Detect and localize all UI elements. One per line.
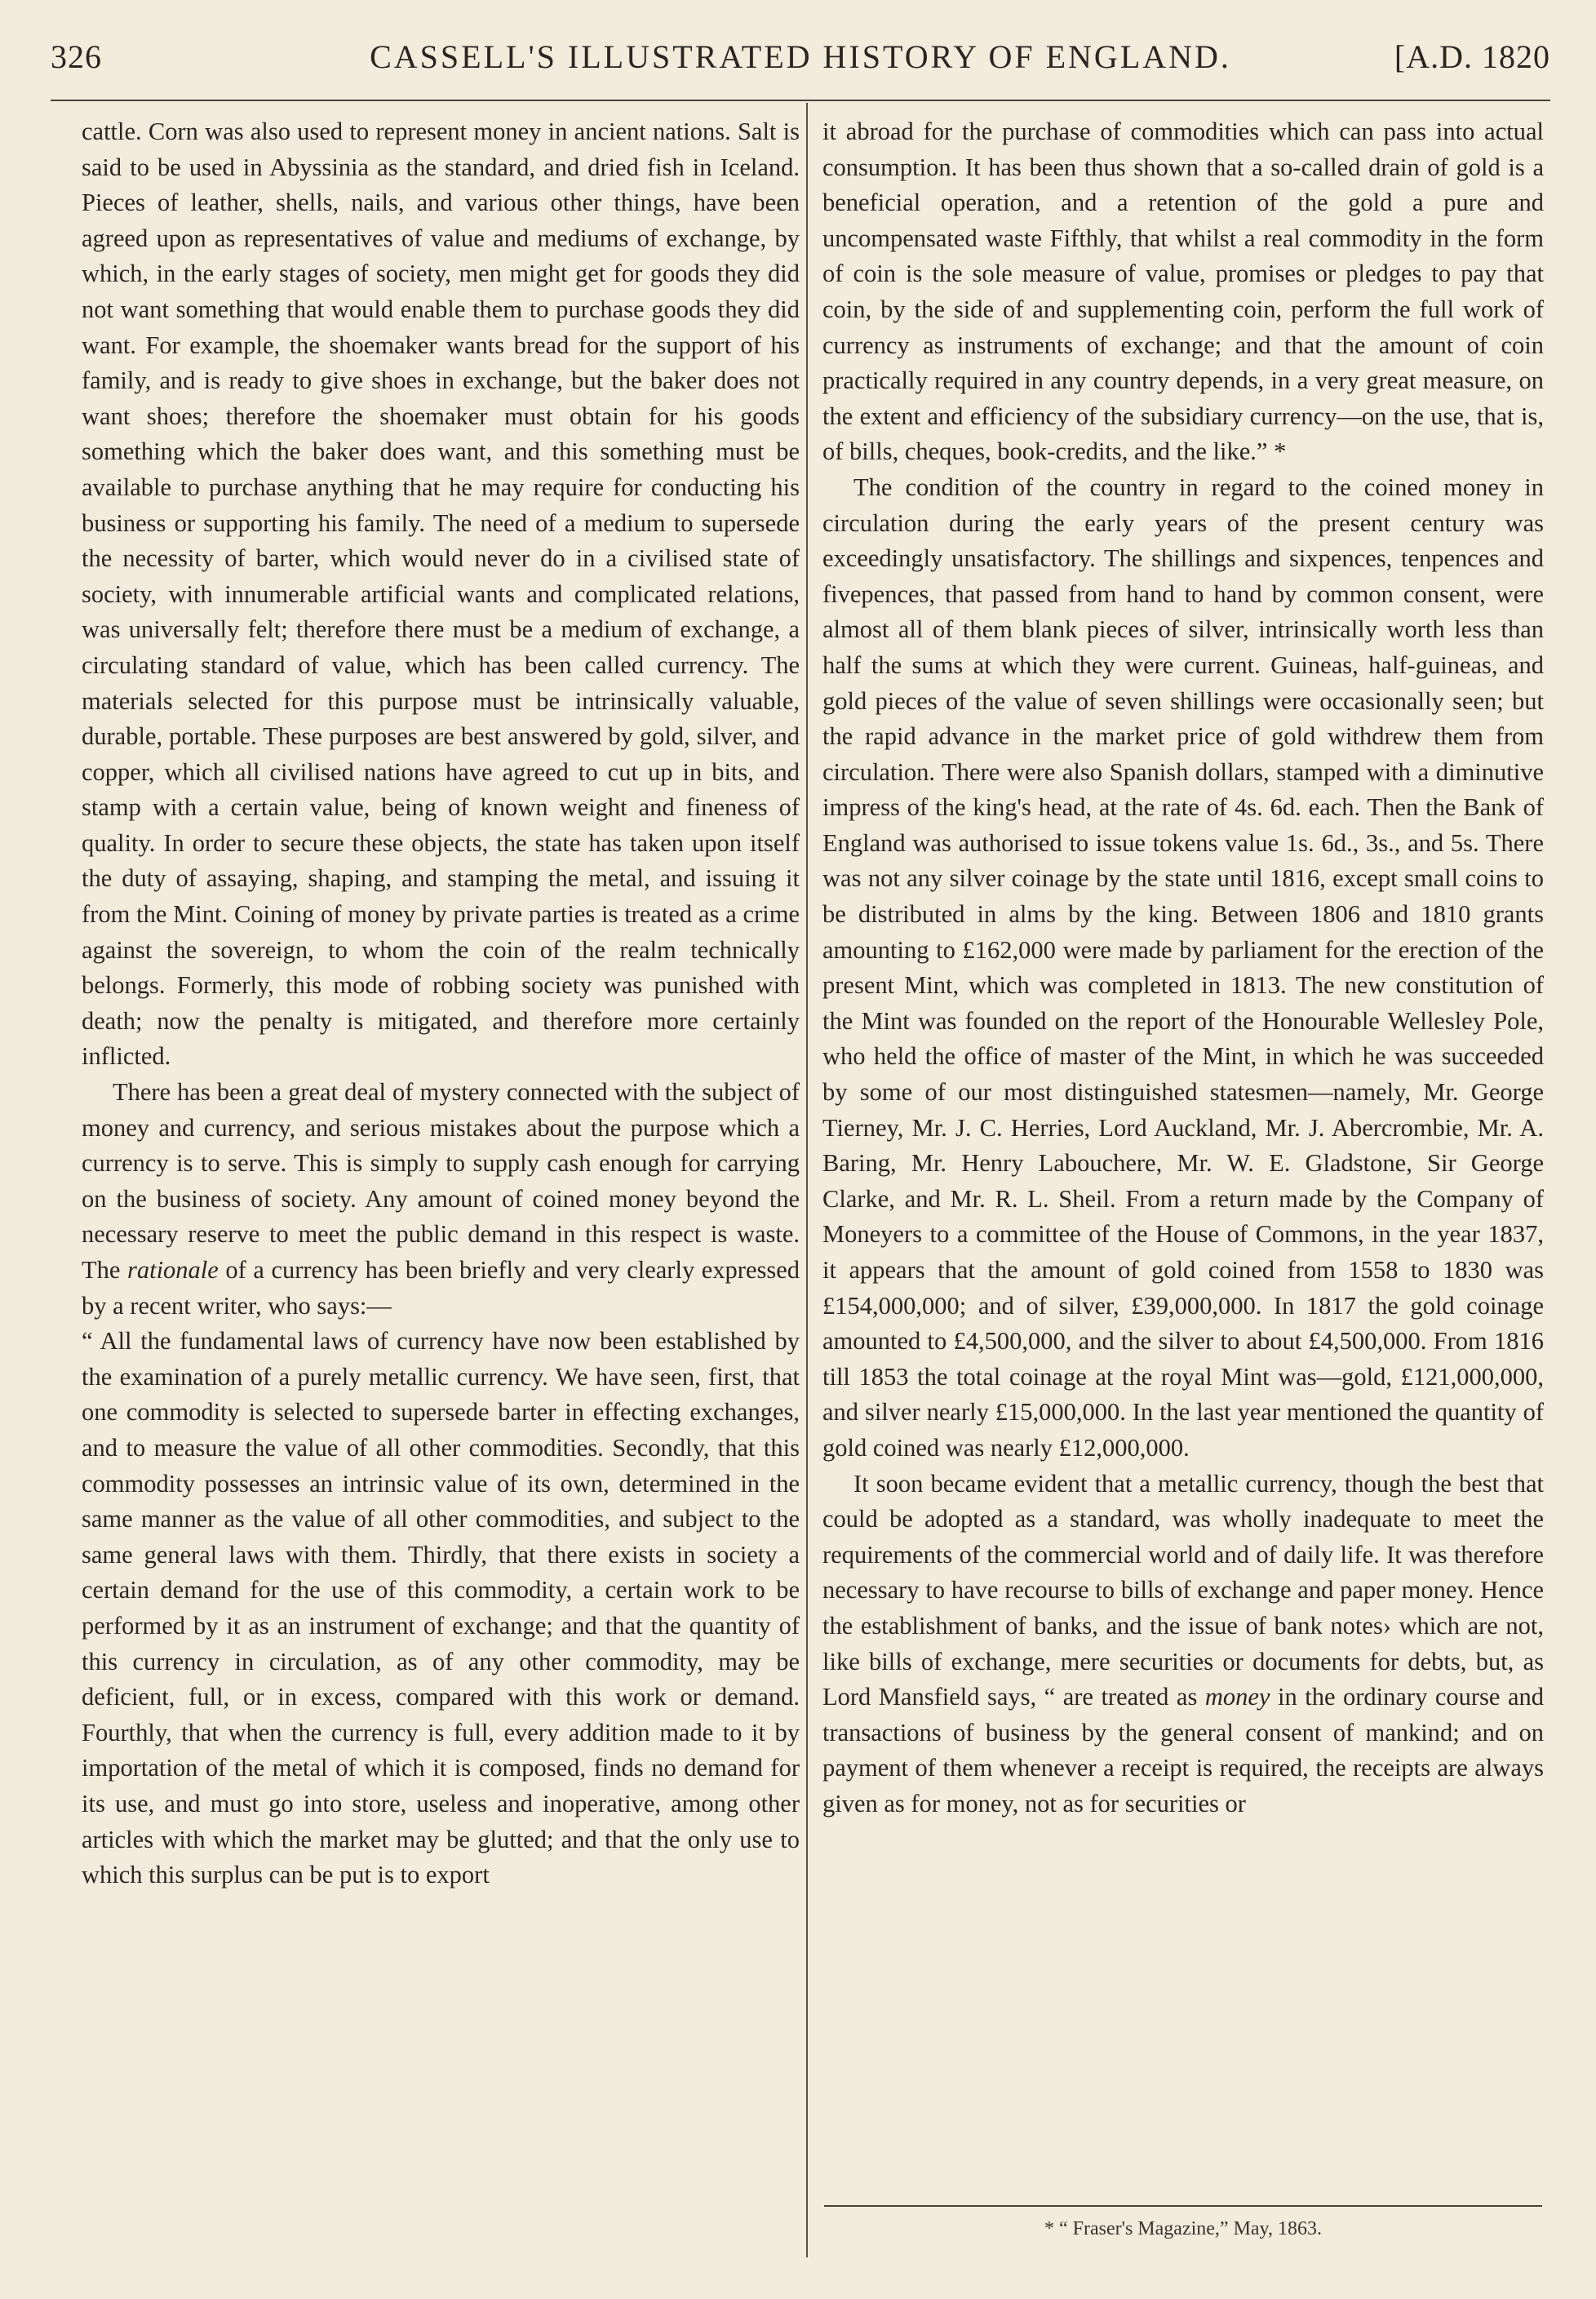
quotation: “ All the fundamental laws of currency have now been established by the examination of a purely metallic currency. We have seen, first, that one commodity is selected to supersede barter in effecting exchanges, and to measure the value of all other commodities. Secondly, that this commodity possesses an intrinsic value of its own, determined in the same manner as the value of all other commodities, and subject to the same general laws with them. Thirdly, that there exists in society a certain demand for the use of this commodity, a certain work to be performed by it as an instrument of exchange; and that the quantity of this currency in circulation, as of any other commodity, may be deficient, full, or in excess, compared with this work or demand. Fourthly, that when the currency is full, every addition made to it by importation of the metal of which it is composed, finds no demand for its use, and must go into store, useless and inoperative, among other articles with which the market may be glutted; and that the only use to which this surplus can be put is to export	[82, 1327, 800, 1889]
paragraph-text: There has been a great deal of mystery connected with the subject of money and currency, and serious mistakes about the purpose which a currency is to serve. This is simply to supply cash enough for carrying on the business of society. Any amount of coined money beyond the necessary reserve to meet the public demand in this respect is waste. The	[82, 1078, 800, 1284]
paragraph-text: It soon became evident that a metallic currency, though the best that could be adopted as a standard, was wholly inadequate to meet the requirements of the commercial world and of daily life. It was therefore necessary to have recourse to bills of exchange and paper money. Hence the establishment of banks, and the issue of bank notes› which are not, like bills of exchange, mere securities or documents for debts, but, as Lord Mansfield says, “ are treated as	[822, 1469, 1544, 1711]
italic-term: money	[1204, 1683, 1270, 1711]
paragraph	[822, 1467, 1544, 1822]
running-header	[51, 38, 1550, 87]
footnote-rule	[824, 2205, 1542, 2207]
italic-term: rationale	[126, 1256, 219, 1284]
footnote: * “ Fraser's Magazine,” May, 1863.	[1044, 2218, 1322, 2239]
left-column	[82, 114, 800, 1893]
page-number: 326	[51, 38, 102, 75]
header-rule	[51, 100, 1550, 101]
paragraph-text: in the ordinary course and transactions of business by the general consent of mankind; and on payment of them whenever a receipt is required, the receipts are always given as for money, not as for securities or	[822, 1683, 1544, 1817]
column-divider	[806, 103, 808, 2257]
quotation-continued: it abroad for the purchase of commodities which can pass into actual consumption. It has been thus shown that a so-called drain of gold is a beneficial operation, and a retention of the gold a pure and uncompensated waste Fifthly, that whilst a real commodity in the form of coin is the sole measure of value, promises or pledges to pay that coin, by the side of and supplementing coin, perform the full work of currency as instruments of exchange; and that the amount of coin practically required in any country depends, in a very great measure, on the extent and efficiency of the subsidiary currency—on the use, that is, of bills, cheques, book-credits, and the like.” *	[822, 118, 1544, 466]
paragraph	[82, 1075, 800, 1324]
right-column	[822, 114, 1544, 1822]
running-title: CASSELL'S ILLUSTRATED HISTORY OF ENGLAND.	[370, 38, 1231, 75]
header-date: [A.D. 1820	[1394, 38, 1550, 75]
paragraph: cattle. Corn was also used to represent money in ancient nations. Salt is said to be used in Abyssinia as the standard, and dried fish in Iceland. Pieces of leather, shells, nails, and various other things, have been agreed upon as representatives of value and mediums of exchange, by which, in the early stages of society, men might get for goods they did not want something that would enable them to purchase goods they did want. For example, the shoemaker wants bread for the support of his family, and is ready to give shoes in exchange, but the baker does not want shoes; therefore the shoemaker must obtain for his goods something which the baker does want, and this something must be available to purchase anything that he may require for conducting his business or supporting his family. The need of a medium to supersede the necessity of barter, which would never do in a civilised state of society, with innumerable artificial wants and complicated relations, was universally felt; therefore there must be a medium of exchange, a circulating standard of value, which has been called currency. The materials selected for this purpose must be intrinsically valuable, durable, portable. These purposes are best answered by gold, silver, and copper, which all civilised nations have agreed to cut up in bits, and stamp with a certain value, being of known weight and fineness of quality. In order to secure these objects, the state has taken upon itself the duty of assaying, shaping, and stamping the metal, and issuing it from the Mint. Coining of money by private parties is treated as a crime against the sovereign, to whom the coin of the realm technically belongs. Formerly, this mode of robbing society was punished with death; now the penalty is mitigated, and therefore more certainly inflicted.	[82, 118, 800, 1071]
paragraph-text: of a currency has been briefly and very clearly expressed by a recent writer, who says:—	[82, 1256, 800, 1320]
paragraph: The condition of the country in regard to the coined money in circulation during the early years of the present century was exceedingly unsatisfactory. The shillings and sixpences, tenpences and fivepences, that passed from hand to hand by common consent, were almost all of them blank pieces of silver, intrinsically worth less than half the sums at which they were current. Guineas, half-guineas, and gold pieces of the value of seven shillings were occasionally seen; but the rapid advance in the market price of gold withdrew them from circulation. There were also Spanish dollars, stamped with a diminutive impress of the king's head, at the rate of 4s. 6d. each. Then the Bank of England was authorised to issue tokens value 1s. 6d., 3s., and 5s. There was not any silver coinage by the state until 1816, except small coins to be distributed in alms by the king. Between 1806 and 1810 grants amounting to £162,000 were made by parliament for the erection of the present Mint, which was completed in 1813. The new constitution of the Mint was founded on the report of the Honourable Wellesley Pole, who held the office of master of the Mint, in which he was succeeded by some of our most distinguished statesmen—namely, Mr. George Tierney, Mr. J. C. Herries, Lord Auckland, Mr. J. Abercrombie, Mr. A. Baring, Mr. Henry Labouchere, Mr. W. E. Gladstone, Sir George Clarke, and Mr. R. L. Sheil. From a return made by the Company of Moneyers to a committee of the House of Commons, in the year 1837, it appears that the amount of gold coined from 1558 to 1830 was £154,000,000; and of silver, £39,000,000. In 1817 the gold coinage amounted to £4,500,000, and the silver to about £4,500,000. From 1816 till 1853 the total coinage at the royal Mint was—gold, £121,000,000, and silver nearly £15,000,000. In the last year mentioned the quantity of gold coined was nearly £12,000,000.	[822, 473, 1544, 1462]
